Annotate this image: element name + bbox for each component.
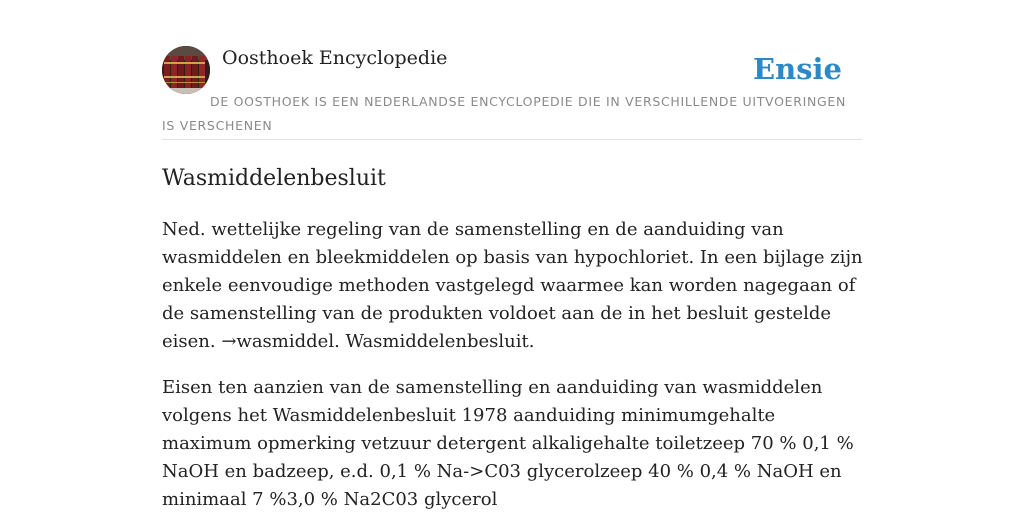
- source-description-text: DE OOSTHOEK IS EEN NEDERLANDSE ENCYCLOPEDIE DIE IN VERSCHILLENDE UITVOERINGEN IS VERSCHENEN: [162, 94, 847, 133]
- article-title: Wasmiddelenbesluit: [162, 166, 386, 191]
- article-paragraph-2: Eisen ten aanzien van de samenstelling en aanduiding van wasmiddelen volgens het Wasmiddelenbesluit 1978 aanduiding minimumgehalte maximum opmerking vetzuur detergent alkaligehalte toiletzeep 70 % 0,1 % NaOH en badzeep, e.d. 0,1 % Na->C03 glycerolzeep 40 % 0,4 % NaOH en minimaal 7 %3,0 % Na2C03 glycerol: [162, 377, 854, 510]
- article-paragraph-1: Ned. wettelijke regeling van de samenstelling en de aanduiding van wasmiddelen en bleekmiddelen op basis van hypochloriet. In een bijlage zijn enkele eenvoudige methoden vastgelegd waarmee kan worden nagegaan of de samenstelling van de produkten voldoet aan de in het besluit gestelde eisen. →wasmiddel. Wasmiddelenbesluit.: [162, 219, 863, 352]
- header-divider: [162, 139, 862, 140]
- brand-logo[interactable]: Ensie: [753, 52, 842, 86]
- article-body: [162, 216, 867, 512]
- source-description: [162, 90, 862, 138]
- source-name[interactable]: Oosthoek Encyclopedie: [222, 47, 448, 69]
- encyclopedia-books-icon[interactable]: [162, 46, 210, 94]
